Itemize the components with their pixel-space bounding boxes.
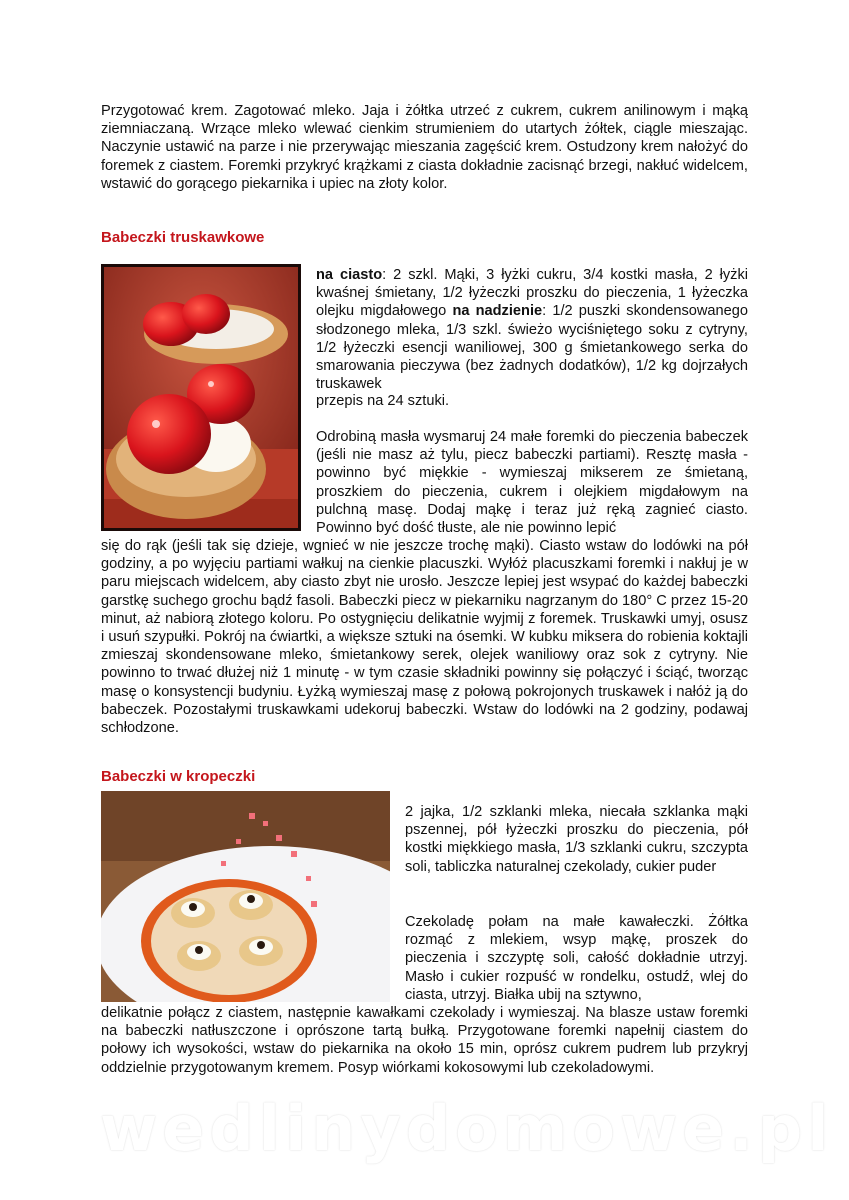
recipe2-method-part1: Czekoladę połam na małe kawałeczki. Żółtka rozmąć z mlekiem, wsyp mąkę, proszek do pieczenia i szczyptę soli, całość dokładnie utrzyj. Masło i cukier rozpuść w rondelku, ostudź, wlej do ciasta, utrzyj. Białka ubij na sztywno, [405,914,748,1003]
recipe1-method-part1: Odrobiną masła wysmaruj 24 małe foremki do pieczenia babeczek (jeśli nie masz aż tylu, piecz babeczki partiami). Resztę masła - powinno być miękkie - wymieszaj mikserem ze śmietaną, proszkiem do pieczenia, cukrem i olejkiem migdałowym na pulchną masę. Dodaj mąkę i teraz już ręką zagnieć ciasto. Powinno być dość tłuste, ale nie powinno lepić [316,429,748,537]
label-filling: na nadzienie [452,303,543,320]
recipe2-method-part2: delikatnie połącz z ciastem, następnie kawałkami czekolady i wymieszaj. Na blasze ustaw foremki na babeczki natłuszczone i oprószone tartą bułką. Przygotowane foremki napełnij ciastem do połowy ich wysokości, wstaw do piekarnika na około 15 min, oprósz cukrem pudrem lub przykryj oddzielnie przygotowanym kremem. Posyp wiórkami kokosowymi lub czekoladowymi. [101,1005,748,1076]
recipe-title-strawberry: Babeczki truskawkowe [101,229,265,246]
dotted-cupcakes-photo [101,791,390,1002]
recipe1-method-part2: się do rąk (jeśli tak się dzieje, wgnieć w nie jeszcze trochę mąki). Ciasto wstaw do lodówki na pół godziny, a po wyjęciu partiami wałkuj na cienkie placuszki. Wyłóż placuszkami foremki i nakłuj je w paru miejscach widelcem, aby ciasto zbyt nie urosło. Jeszcze lepiej jest wsypać do każdej babeczki garstkę suchego grochu bądź fasoli. Babeczki piecz w piekarniku nagrzanym do 180° C przez 15-20 minut, aż nabiorą złotego koloru. Po ostygnięciu delikatnie wyjmij z foremek. Truskawki umyj, osusz i usuń szypułki. Pokrój na ćwiartki, a większe sztuki na ósemki. W kubku miksera do robienia koktajli zmieszaj skondensowane mleko, śmietankowy serek, olejek waniliowy oraz sok z cytryny. Nie powinno to trwać dłużej niż 1 minutę - w tym czasie składniki powinny się połączyć i ściąć, tworząc masę o konsystencji budyniu. Łyżką wymieszaj masę z połową pokrojonych truskawek i nałóż ją do babeczek. Pozostałymi truskawkami udekoruj babeczki. Wstaw do lodówki na 2 godziny, podawaj schłodzone. [101,538,748,737]
recipe-title-dotted: Babeczki w kropeczki [101,768,256,785]
intro-paragraph: Przygotować krem. Zagotować mleko. Jaja i żółtka utrzeć z cukrem, cukrem anilinowym i mąką ziemniaczaną. Wrzące mleko wlewać cienkim strumieniem do utartych żółtek, ciągle mieszając. Naczynie ustawić na parze i nie przerywając mieszania zagęścić krem. Ostudzony krem nałożyć do foremek z ciastem. Foremki przykryć krążkami z ciasta dokładnie zacisnąć brzegi, nakłuć widelcem, wstawić do gorącego piekarnika i upiec na złoty kolor. [101,103,748,192]
recipe2-ingredients: 2 jajka, 1/2 szklanki mleka, niecała szklanka mąki pszennej, pół łyżeczki proszku do pieczenia, pół kostki miękkiego masła, 1/3 szklanki cukru, szczypta soli, tabliczka naturalnej czekolady, cukier puder [405,804,748,875]
recipe1-ingredients [316,266,748,393]
strawberry-tart-photo [101,264,301,531]
dough-ingredients: : 2 szkl. Mąki, 3 łyżki cukru, 3/4 kostki masła, 2 łyżki kwaśnej śmietany, 1/2 łyżeczki proszku do pieczenia, 1 łyżeczka olejku migdałowego [316,267,749,320]
recipe1-servings: przepis na 24 sztuki. [316,393,450,409]
site-watermark: wedlinydomowe.pl [100,1092,834,1165]
label-dough: na ciasto [316,267,383,283]
filling-ingredients: : 1/2 puszki skondensowanego słodzonego mleka, 1/3 szkl. świeżo wyciśniętego soku z cytryny, 1/2 łyżeczki esencji waniliowej, 300 g śmietankowego serka do smarowania pieczywa (bez żadnych dodatków), 1/2 kg dojrzałych truskawek [316,303,748,393]
